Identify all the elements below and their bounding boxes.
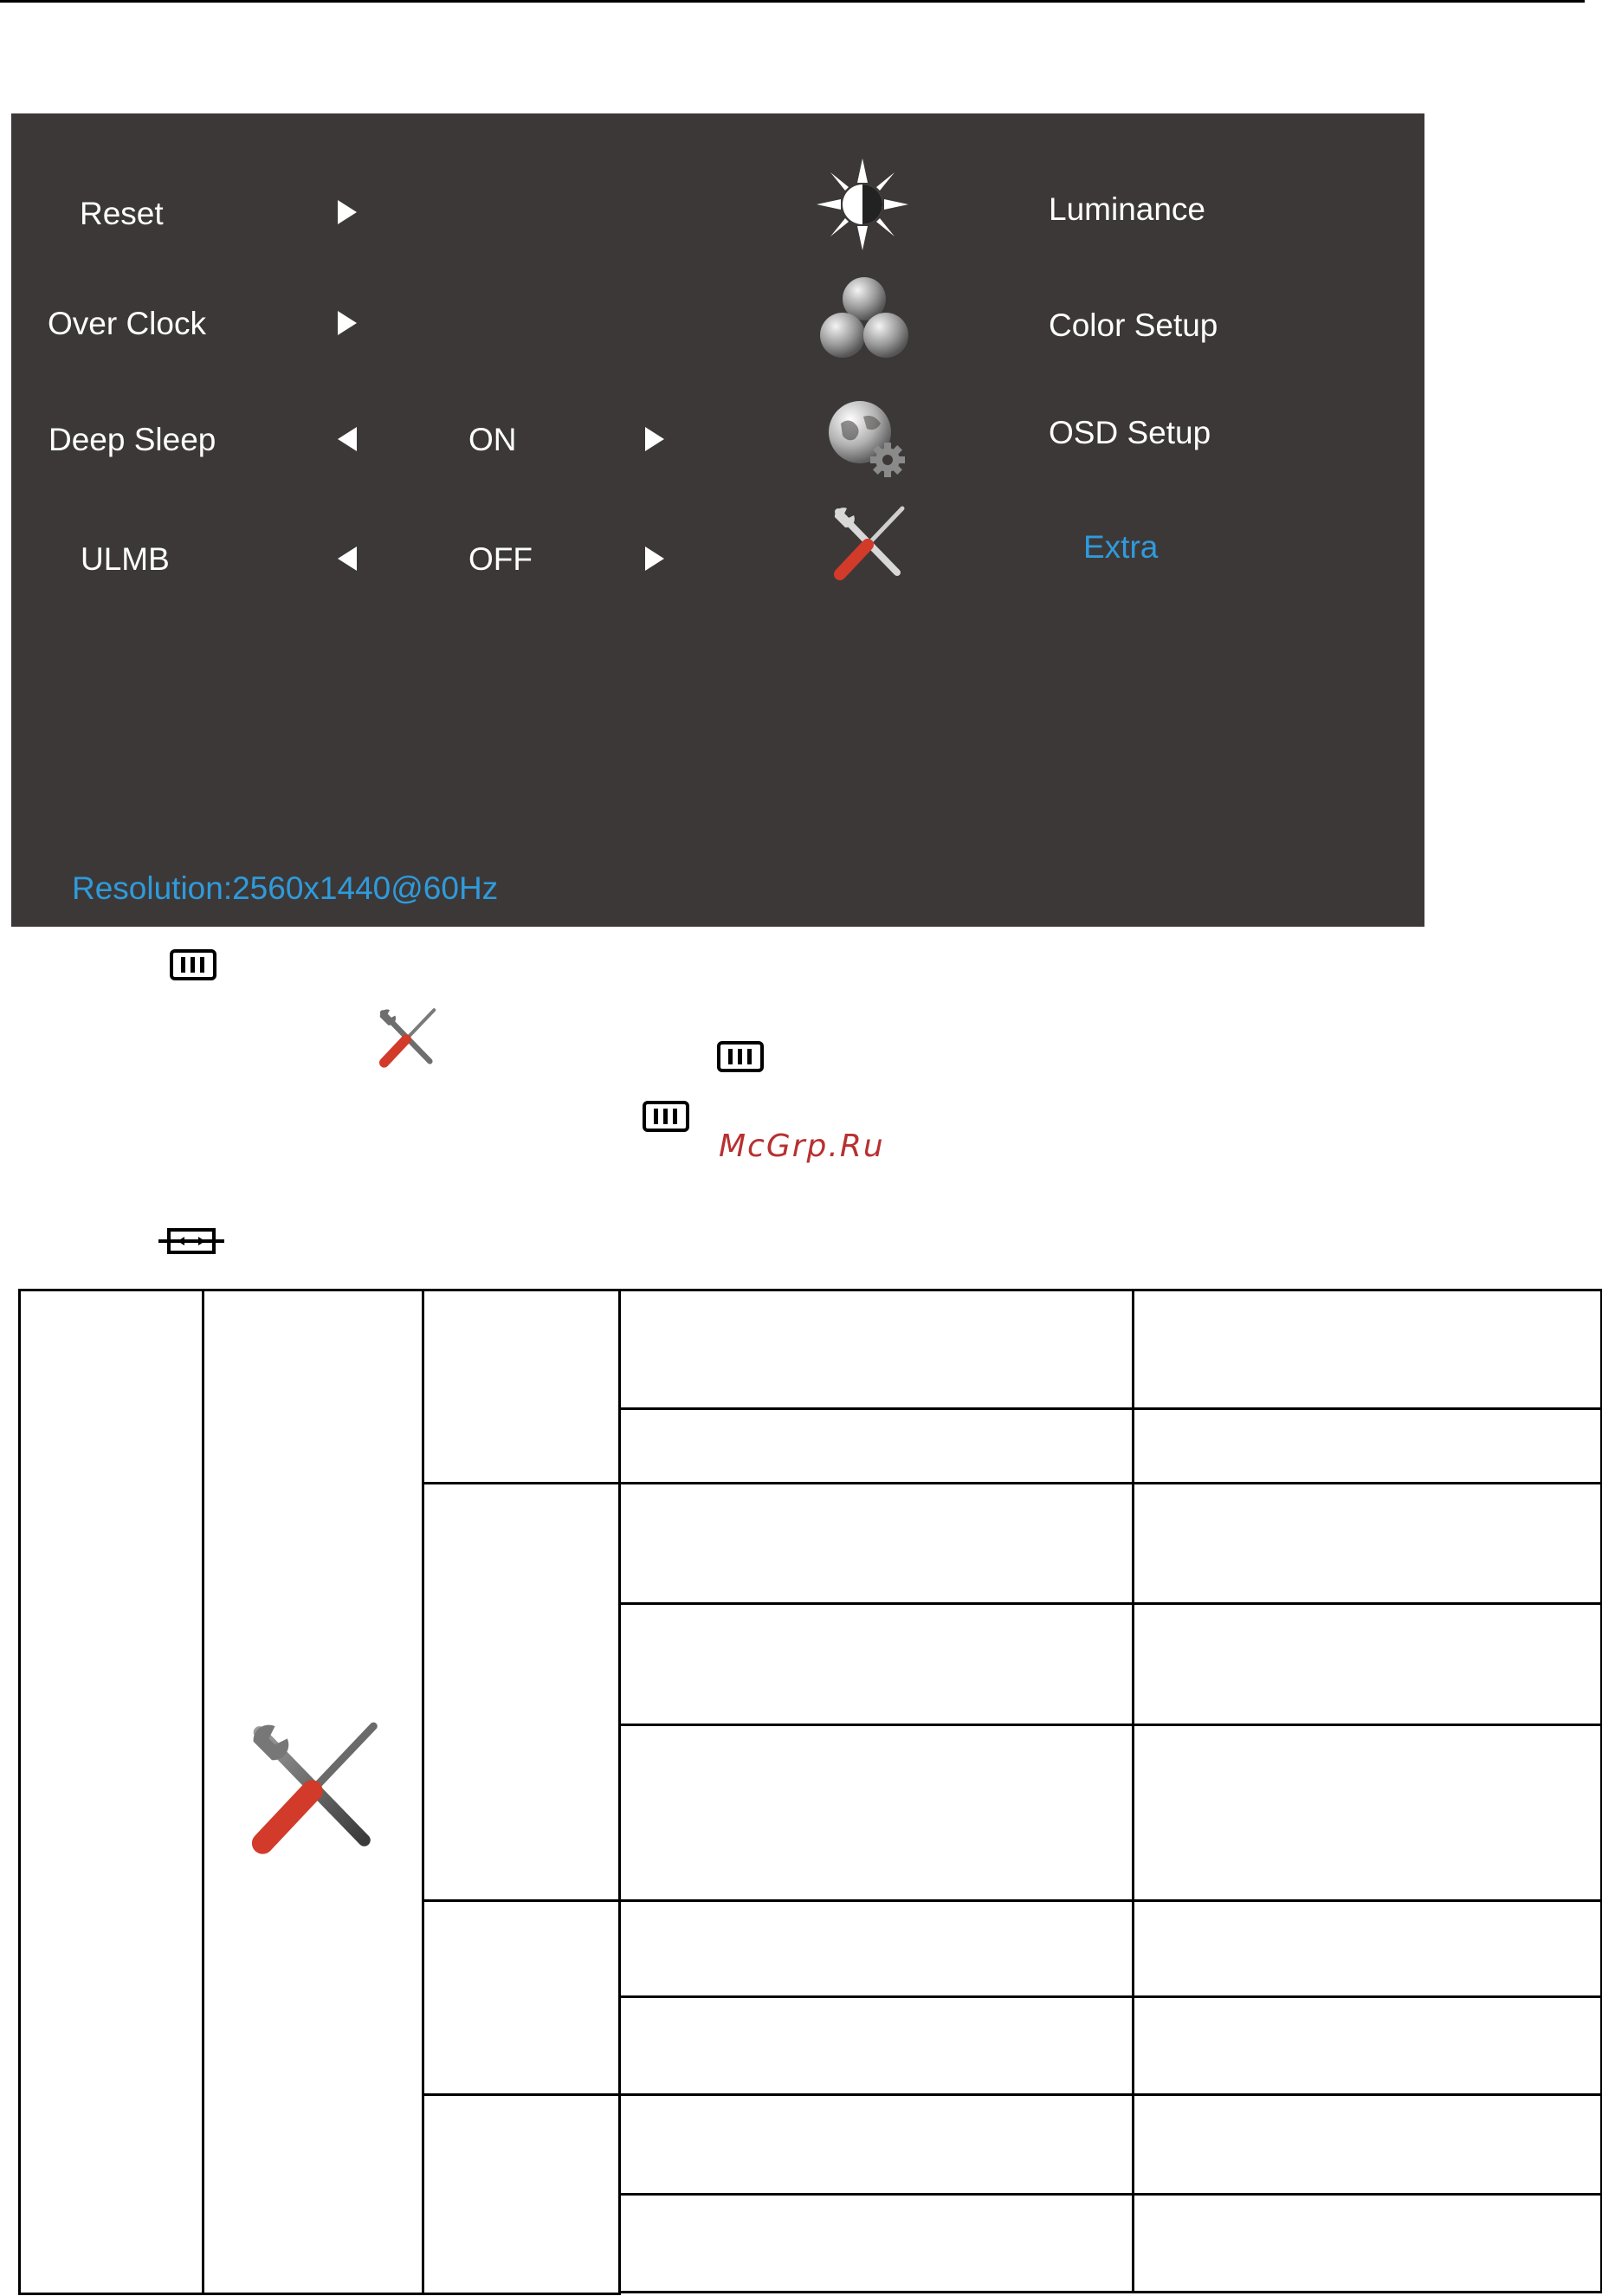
- menu-button-icon: [170, 949, 216, 980]
- ulmb-left-arrow-icon[interactable]: [338, 547, 357, 571]
- table-cell: [620, 1484, 1134, 1604]
- osd-item-over-clock[interactable]: Over Clock: [48, 306, 206, 341]
- osd-panel: [11, 113, 1424, 927]
- table-cell: [423, 2095, 620, 2294]
- table-cell-icon: [203, 1290, 423, 2294]
- wrench-screwdriver-icon: [374, 1007, 440, 1070]
- table-cell: [620, 2293, 1134, 2294]
- reset-submenu-arrow-icon[interactable]: [338, 200, 357, 224]
- sun-contrast-icon[interactable]: [817, 158, 908, 250]
- table-cell: [620, 1997, 1134, 2095]
- menu-osd-setup[interactable]: OSD Setup: [1049, 415, 1211, 450]
- osd-item-reset[interactable]: Reset: [80, 196, 164, 231]
- wrench-screwdriver-icon: [244, 1720, 383, 1859]
- table-cell: [620, 2195, 1134, 2293]
- menu-luminance[interactable]: Luminance: [1049, 191, 1206, 227]
- table-cell: [1134, 1997, 1602, 2095]
- top-rule: [0, 0, 1585, 3]
- table-cell: [423, 1901, 620, 2095]
- table-cell: [1134, 1901, 1602, 1997]
- menu-button-icon: [643, 1101, 689, 1132]
- table-cell: [620, 1604, 1134, 1725]
- deep-sleep-right-arrow-icon[interactable]: [645, 427, 664, 451]
- deep-sleep-value: ON: [468, 422, 517, 457]
- table-cell: [620, 1901, 1134, 1997]
- wrench-screwdriver-icon[interactable]: [830, 505, 908, 583]
- table-cell: [620, 1409, 1134, 1484]
- ulmb-right-arrow-icon[interactable]: [645, 547, 664, 571]
- menu-color-setup[interactable]: Color Setup: [1049, 307, 1218, 343]
- deep-sleep-left-arrow-icon[interactable]: [338, 427, 357, 451]
- table-cell-category: [20, 1290, 203, 2294]
- ulmb-value: OFF: [468, 541, 533, 577]
- table-cell: [1134, 1409, 1602, 1484]
- auto-button-icon: [158, 1226, 224, 1256]
- table-cell: [620, 2095, 1134, 2195]
- three-spheres-icon[interactable]: [817, 275, 912, 361]
- table-cell: [1134, 2195, 1602, 2293]
- osd-item-ulmb[interactable]: ULMB: [81, 541, 170, 577]
- over-clock-submenu-arrow-icon[interactable]: [338, 311, 357, 335]
- table-cell: [423, 1484, 620, 1901]
- menu-extra[interactable]: Extra: [1083, 529, 1159, 565]
- table-cell: [1134, 1604, 1602, 1725]
- globe-gear-icon[interactable]: [825, 399, 912, 482]
- table-cell: [1134, 1725, 1602, 1901]
- resolution-readout: Resolution:2560x1440@60Hz: [72, 870, 499, 906]
- osd-item-deep-sleep[interactable]: Deep Sleep: [48, 422, 216, 457]
- table-cell: [620, 1290, 1134, 1409]
- extra-settings-table: [18, 1289, 1602, 2295]
- table-cell: [423, 1290, 620, 1484]
- table-cell: [1134, 2095, 1602, 2195]
- menu-button-icon: [717, 1041, 764, 1072]
- watermark: McGrp.Ru: [719, 1129, 885, 1164]
- table-cell: [1134, 1484, 1602, 1604]
- table-cell: [1134, 2293, 1602, 2294]
- table-cell: [620, 1725, 1134, 1901]
- table-cell: [1134, 1290, 1602, 1409]
